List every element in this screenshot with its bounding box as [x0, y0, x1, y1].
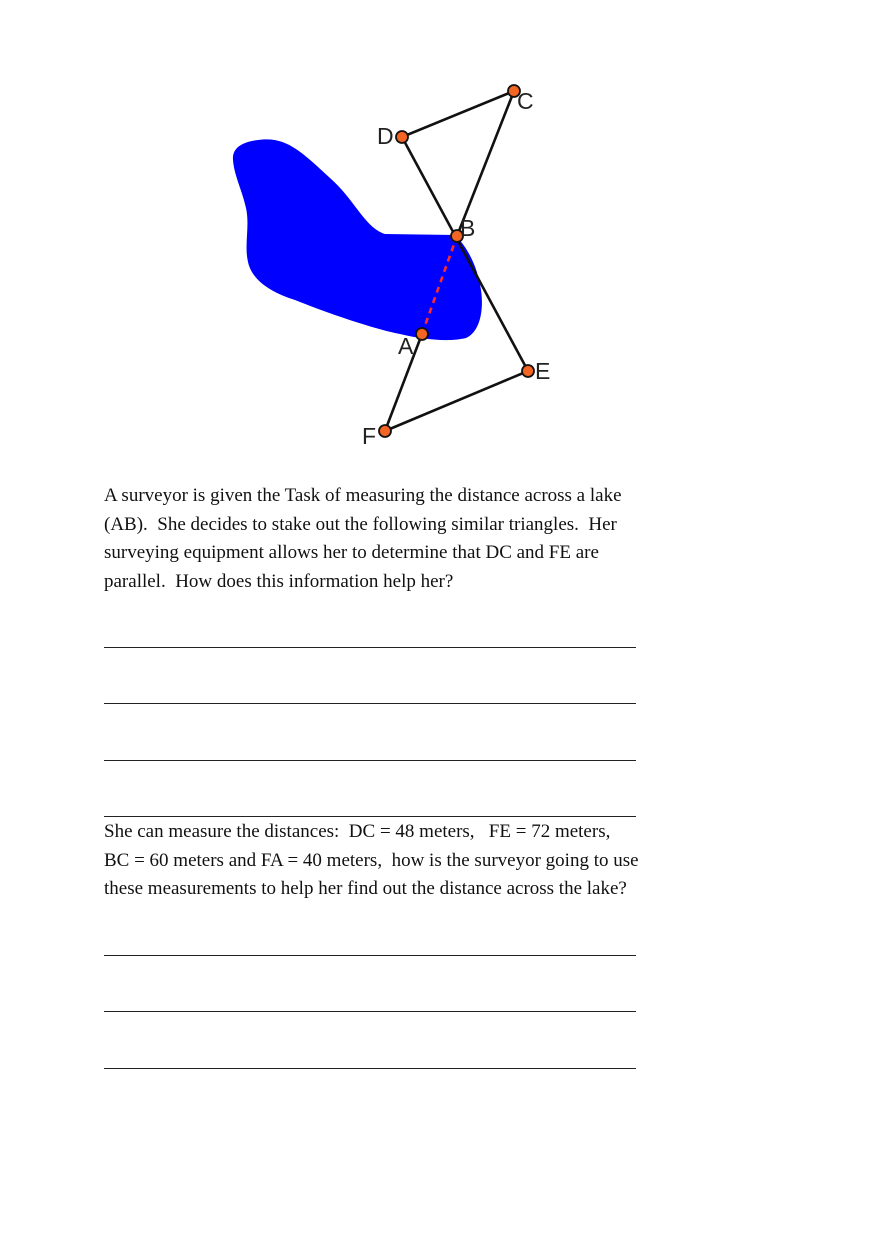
question-1-line: surveying equipment allows her to determine that DC and FE are — [104, 542, 599, 563]
answer-line-1[interactable] — [104, 647, 636, 648]
lake-shape — [233, 139, 482, 340]
segment-fe — [385, 371, 528, 431]
label-c: C — [517, 88, 534, 114]
segment-dc — [402, 91, 514, 137]
question-2-line: She can measure the distances: DC = 48 meters, FE = 72 meters, — [104, 821, 611, 842]
point-a — [416, 328, 428, 340]
label-d: D — [377, 123, 394, 149]
label-a: A — [398, 333, 414, 359]
question-2-line: these measurements to help her find out the distance across the lake? — [104, 878, 627, 899]
answer-line-3[interactable] — [104, 760, 636, 761]
point-d — [396, 131, 408, 143]
answer-line-7[interactable] — [104, 1068, 636, 1069]
label-f: F — [362, 423, 377, 449]
point-f — [379, 425, 391, 437]
question-1-line: (AB). She decides to stake out the following similar triangles. Her — [104, 513, 617, 535]
question-1-text — [104, 482, 704, 596]
answer-line-6[interactable] — [104, 1011, 636, 1012]
question-2-text — [104, 818, 704, 904]
question-2-line: BC = 60 meters and FA = 40 meters, how is the surveyor going to use — [104, 849, 639, 871]
answer-line-4[interactable] — [104, 816, 636, 817]
answer-line-2[interactable] — [104, 703, 636, 704]
answer-line-5[interactable] — [104, 955, 636, 956]
question-1-line: A surveyor is given the Task of measuring the distance across a lake — [104, 485, 622, 506]
point-e — [522, 365, 534, 377]
label-b: B — [460, 215, 476, 241]
label-e: E — [535, 358, 551, 384]
question-1-line: parallel. How does this information help her? — [104, 570, 454, 592]
lake-triangles-diagram — [0, 0, 880, 470]
